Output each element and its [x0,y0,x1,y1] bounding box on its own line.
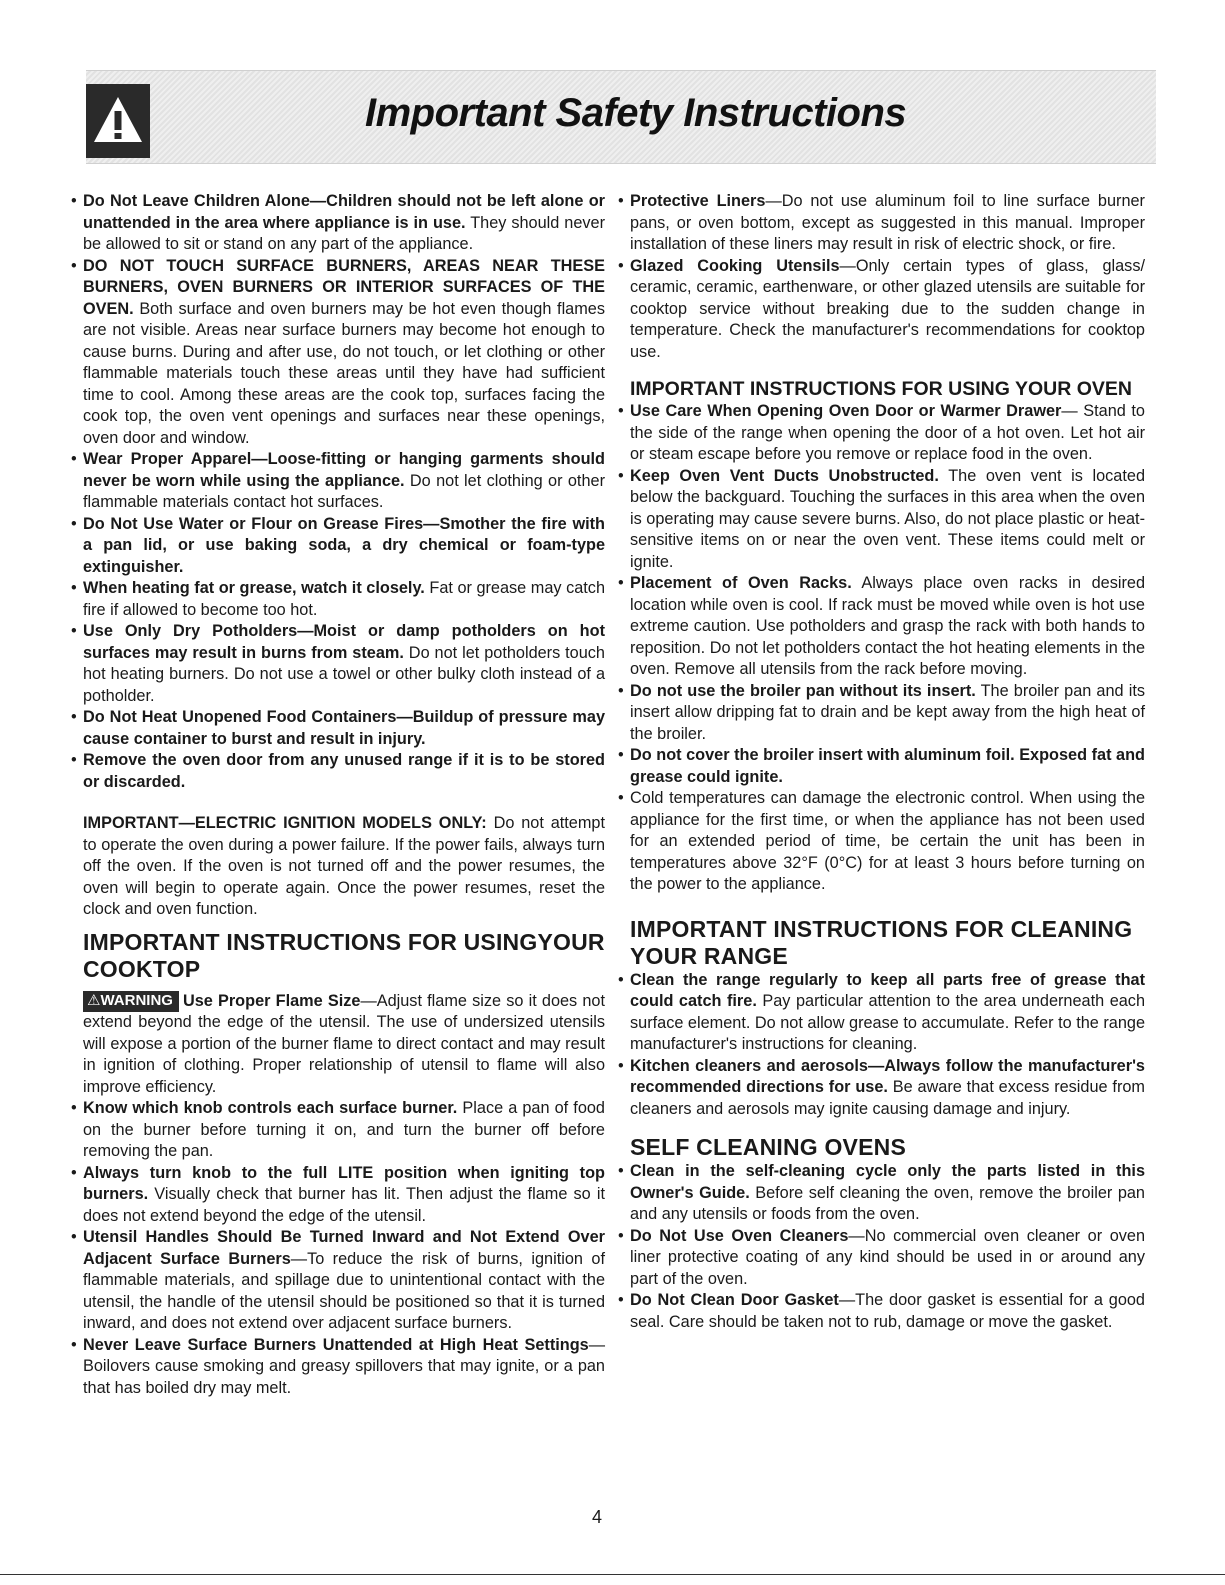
cooktop-heading: IMPORTANT INSTRUCTIONS FOR USINGYOUR COOKTOP [83,928,605,982]
page-title: Important Safety Instructions [365,91,907,135]
list-item: • When heating fat or grease, watch it closely. Fat or grease may catch fire if allowed to become too hot. [71,579,605,619]
bullet: • [71,622,77,640]
list-item: • Cold temperatures can damage the electronic control. When using the appliance for the first time, or when the appliance has not been used for an extended period of time, be certain the unit has been in temperatures above 32°F (0°C) for at least 3 hours before turning on the power to the appliance. [618,789,1145,893]
bullet: • [71,751,77,769]
oven-safety-list [618,401,1145,896]
bullet: • [71,1335,77,1354]
list-item: • Do Not Use Water or Flour on Grease Fires—Smother the fire with a pan lid, or use baking soda, a dry chemical or foam-type extinguisher. [71,514,605,576]
list-item: • Do Not Use Oven Cleaners—No commercial oven cleaner or oven liner protective coating of any kind should be used in or around any part of the oven. [618,1226,1145,1288]
bullet: • [618,746,624,764]
bullet: • [618,1291,624,1309]
list-item: • Never Leave Surface Burners Unattended at High Heat Settings—Boilovers cause smoking and greasy spillovers that may ignite, or a pan that has boiled dry may melt. [71,1335,605,1397]
list-item: • DO NOT TOUCH SURFACE BURNERS, AREAS NEAR THESE BURNERS, OVEN BURNERS OR INTERIOR SURFACES OF THE OVEN. Both surface and oven burners may be hot even though flames are not visible. Areas near surface burners may become hot enough to cause burns. During and after use, do not touch, or let clothing or other flammable materials touch these areas until they have had sufficient time to cool. Among these areas are the cook top, surfaces facing the cook top, the oven vent openings and surfaces near these openings, oven door and window. [71,256,605,447]
list-item: • Clean in the self-cleaning cycle only the parts listed in this Owner's Guide. Before self cleaning the oven, remove the broiler pan and any utensils or foods from the oven. [618,1162,1145,1223]
bottom-rule [0,1574,1225,1575]
bullet: • [71,1228,77,1246]
cooktop-safety-list [71,1098,605,1399]
bullet: • [618,681,624,700]
bullet: • [618,1226,624,1245]
bullet: • [71,1163,77,1182]
bullet: • [71,579,77,597]
self-cleaning-heading: SELF CLEANING OVENS [630,1134,906,1160]
list-item: • Do Not Clean Door Gasket—The door gasket is essential for a good seal. Care should be taken not to rub, damage or move the gasket. [618,1291,1145,1331]
bullet: • [71,256,77,275]
list-item: • Keep Oven Vent Ducts Unobstructed. The oven vent is located below the backguard. Touching the surfaces in this area when the oven is operating may cause severe burns. Also, do not place plastic or heat-sensitive items on or near the oven vent. These items could melt or ignite. [618,466,1145,571]
cleaning-heading: IMPORTANT INSTRUCTIONS FOR CLEANING YOUR RANGE [630,915,1133,969]
warning-badge: ⚠WARNING [83,991,179,1012]
bullet: • [618,1162,624,1180]
list-item: • Know which knob controls each surface burner. Place a pan of food on the burner before turning it on, and turn the burner off before removing the pan. [71,1099,605,1160]
bullet: • [618,970,624,989]
warning-triangle-icon [86,84,150,158]
cleaning-safety-list [618,970,1145,1121]
list-item: • Do Not Heat Unopened Food Containers—Buildup of pressure may cause container to burst and result in injury. [71,708,605,748]
electric-ignition-note: IMPORTANT—ELECTRIC IGNITION MODELS ONLY: Do not attempt to operate the oven during a power failure. If the power fails, always turn off the oven. If the oven is not turned off and the power resumes, the oven will begin to operate again. Once the power resumes, reset the clock and oven function. [83,814,605,918]
oven-heading: IMPORTANT INSTRUCTIONS FOR USING YOUR OVEN [630,378,1132,400]
list-item: • Wear Proper Apparel—Loose-fitting or hanging garments should never be worn while using the appliance. Do not let clothing or other flammable materials contact hot surfaces. [71,450,605,511]
list-item: • Clean the range regularly to keep all parts free of grease that could catch fire. Pay particular attention to the area underneath each surface element. Do not allow grease to accumulate. Refer to the range manufacturer's instructions for cleaning. [618,970,1145,1053]
bullet: • [618,256,624,275]
list-item: • Utensil Handles Should Be Turned Inward and Not Extend Over Adjacent Surface Burners—To reduce the risk of burns, ignition of flammable materials, and spillage due to unintentional contact with the utensil, the handle of the utensil should be positioned so that it is turned inward, and does not extend over adjacent surface burners. [71,1228,605,1332]
right-safety-list [618,191,1145,363]
bullet: • [71,514,77,533]
left-safety-list [71,191,605,793]
self-cleaning-list [618,1161,1145,1333]
list-item: • Use Only Dry Potholders—Moist or damp potholders on hot surfaces may result in burns from steam. Do not let potholders touch hot heating burners. Do not use a towel or other bulky cloth instead of a potholder. [71,622,605,705]
bullet: • [618,192,624,210]
bullet: • [618,1056,624,1075]
list-item: • Use Care When Opening Oven Door or Warmer Drawer— Stand to the side of the range when opening the door of a hot oven. Let hot air or steam escape before you remove or replace food in the oven. [618,402,1145,463]
list-item: • Do not use the broiler pan without its insert. The broiler pan and its insert allow dripping fat to drain and be kept away from the high heat of the broiler. [618,681,1145,743]
list-item: • Remove the oven door from any unused range if it is to be stored or discarded. [71,751,605,791]
list-item: • Do not cover the broiler insert with aluminum foil. Exposed fat and grease could ignite. [618,746,1145,786]
bullet: • [618,402,624,420]
list-item: • Glazed Cooking Utensils—Only certain types of glass, glass/ ceramic, ceramic, earthenware, or other glazed utensils are suitable for cooktop service without breaking due to the sudden change in temperature. Check the manufacturer's recommendations for cooktop use. [618,256,1145,361]
flame-size-warning: ⚠WARNING Use Proper Flame Size—Adjust flame size so it does not extend beyond the edge of the utensil. The use of undersized utensils will expose a portion of the burner flame to direct contact and may result in ignition of clothing. Proper relationship of utensil to flame will also improve efficiency. [83,991,605,1096]
bullet: • [71,1099,77,1117]
list-item: • Placement of Oven Racks. Always place oven racks in desired location while oven is cool. If rack must be moved while oven is hot use extreme caution. Use potholders and grasp the rack with both hands to reposition. Do not let potholders contact the hot heating elements in the oven. Remove all utensils from the rack before moving. [618,574,1145,678]
right-column [618,191,1145,1333]
bullet: • [618,466,624,485]
bullet: • [71,450,77,468]
list-item: • Always turn knob to the full LITE position when igniting top burners. Visually check that burner has lit. Then adjust the flame so it does not extend beyond the edge of the utensil. [71,1163,605,1225]
page-number: 4 [592,1507,603,1527]
list-item: • Protective Liners—Do not use aluminum foil to line surface burner pans, or oven bottom, except as suggested in this manual. Improper installation of these liners may result in risk of electric shock, or fire. [618,192,1145,253]
list-item: • Do Not Leave Children Alone—Children should not be left alone or unattended in the area where appliance is in use. They should never be allowed to sit or stand on any part of the appliance. [71,192,605,253]
bullet: • [618,789,624,807]
bullet: • [618,574,624,592]
list-item: • Kitchen cleaners and aerosols—Always follow the manufacturer's recommended directions for use. Be aware that excess residue from cleaners and aerosols may ignite causing damage and injury. [618,1056,1145,1118]
bullet: • [71,192,77,210]
left-column [71,191,605,1399]
bullet: • [71,708,77,726]
